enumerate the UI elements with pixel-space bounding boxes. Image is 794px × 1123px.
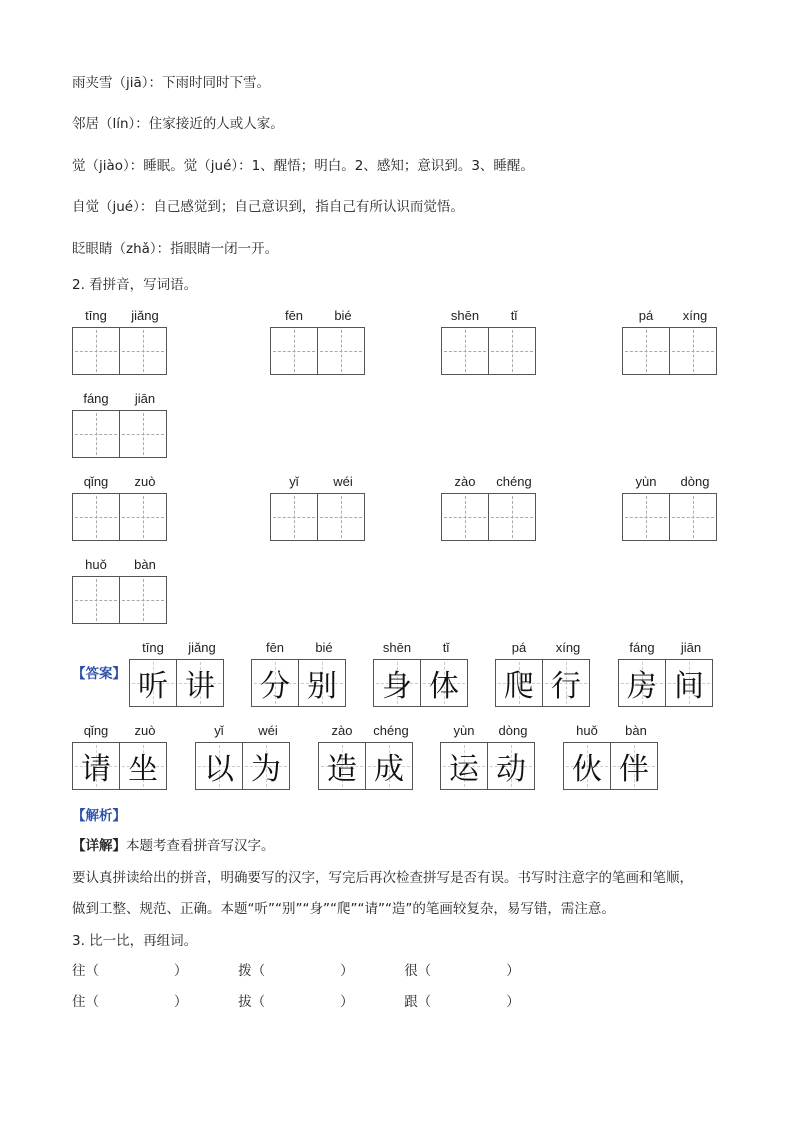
- pinyin-label: yǐ: [214, 723, 224, 738]
- writing-cell[interactable]: [119, 327, 167, 375]
- answer-grid: [195, 742, 290, 790]
- writing-cell[interactable]: [119, 576, 167, 624]
- answer-char: 爬: [504, 669, 534, 704]
- definition-line: 眨眼睛（zhǎ）：指眼睛一闭一开。: [72, 241, 279, 257]
- writing-cell[interactable]: [72, 493, 120, 541]
- answer-grid: [318, 742, 413, 790]
- pinyin-label: tǐ: [442, 640, 450, 655]
- pinyin-label: jiǎng: [188, 640, 216, 655]
- answer-char: 造: [327, 752, 357, 787]
- compare-close: ）: [340, 963, 354, 979]
- pinyin-label: fáng: [83, 391, 109, 406]
- answer-cell: [495, 659, 543, 707]
- writing-cell[interactable]: [317, 327, 365, 375]
- pinyin-label: huǒ: [85, 557, 107, 572]
- writing-cell[interactable]: [669, 493, 717, 541]
- pinyin-label: tīng: [85, 308, 107, 323]
- pinyin-label: tīng: [142, 640, 164, 655]
- answer-cell: [298, 659, 346, 707]
- writing-grid[interactable]: [270, 327, 365, 375]
- answer-char: 体: [429, 669, 459, 704]
- compare-char: 很（: [404, 963, 432, 979]
- writing-cell[interactable]: [119, 410, 167, 458]
- pinyin-label: qǐng: [83, 474, 109, 489]
- answer-cell: [251, 659, 299, 707]
- question-3-title: 3. 比一比，再组词。: [72, 933, 198, 949]
- writing-cell[interactable]: [488, 493, 536, 541]
- compare-char: 住（: [72, 994, 99, 1010]
- compare-row: [72, 962, 520, 980]
- pinyin-label: bié: [334, 308, 352, 323]
- writing-cell[interactable]: [622, 493, 670, 541]
- detail-label: 【详解】: [72, 838, 126, 854]
- pinyin-label: bié: [315, 640, 333, 655]
- writing-cell[interactable]: [317, 493, 365, 541]
- answer-cell: [72, 742, 120, 790]
- writing-cell[interactable]: [270, 493, 318, 541]
- pinyin-label: jiǎng: [131, 308, 159, 323]
- answer-label: 【答案】: [72, 666, 126, 682]
- definition-line: 觉（jiào）：睡眠。觉（jué）：1、醒悟；明白。2、感知；意识到。3、睡醒。: [72, 158, 534, 174]
- answer-cell: [440, 742, 488, 790]
- compare-close: ）: [506, 963, 520, 979]
- pinyin-label: shēn: [382, 640, 412, 655]
- answer-grid: [129, 659, 224, 707]
- answer-char: 请: [81, 752, 111, 787]
- compare-close: ）: [174, 994, 188, 1010]
- analysis-paragraph: 做到工整、规范、正确。本题“听”“别”“身”“爬”“请”“造”的笔画较复杂，易写错，需注意。: [72, 901, 615, 917]
- answer-char: 房: [627, 669, 657, 704]
- answer-char: 成: [374, 752, 404, 787]
- compare-row: [72, 993, 520, 1011]
- answer-grid: [373, 659, 468, 707]
- pinyin-label: dòng: [498, 723, 528, 738]
- compare-close: ）: [506, 994, 520, 1010]
- answer-grid: [563, 742, 658, 790]
- answer-char: 动: [496, 752, 526, 787]
- pinyin-label: yùn: [635, 474, 657, 489]
- answer-char: 身: [382, 669, 412, 704]
- answer-char: 间: [674, 669, 704, 704]
- writing-cell[interactable]: [270, 327, 318, 375]
- compare-char: 拔（: [238, 994, 266, 1010]
- pinyin-label: bàn: [134, 557, 156, 572]
- question-2-title: 2. 看拼音，写词语。: [72, 277, 198, 293]
- pinyin-label: wéi: [258, 723, 278, 738]
- pinyin-label: huǒ: [576, 723, 598, 738]
- writing-cell[interactable]: [119, 493, 167, 541]
- answer-cell: [563, 742, 611, 790]
- writing-cell[interactable]: [622, 327, 670, 375]
- pinyin-label: fēn: [265, 640, 285, 655]
- answer-char: 行: [551, 669, 581, 704]
- answer-cell: [618, 659, 666, 707]
- writing-grid[interactable]: [72, 493, 167, 541]
- detail-text: 本题考查看拼音写汉字。: [126, 838, 275, 854]
- writing-grid[interactable]: [622, 493, 717, 541]
- pinyin-label: pá: [638, 308, 654, 323]
- answer-cell: [610, 742, 658, 790]
- answer-cell: [542, 659, 590, 707]
- pinyin-label: bàn: [625, 723, 647, 738]
- writing-cell[interactable]: [72, 327, 120, 375]
- pinyin-label: yǐ: [289, 474, 299, 489]
- writing-grid[interactable]: [72, 410, 167, 458]
- writing-cell[interactable]: [488, 327, 536, 375]
- analysis-label: 【解析】: [72, 808, 126, 824]
- analysis-paragraph: 要认真拼读给出的拼音，明确要写的汉字，写完后再次检查拼写是否有误。书写时注意字的笔画和笔顺，: [72, 870, 693, 886]
- pinyin-label: chéng: [496, 474, 532, 489]
- answer-cell: [195, 742, 243, 790]
- answer-grid: [495, 659, 590, 707]
- answer-grid: [72, 742, 167, 790]
- writing-cell[interactable]: [72, 576, 120, 624]
- writing-grid[interactable]: [441, 327, 536, 375]
- pinyin-label: pá: [511, 640, 527, 655]
- answer-cell: [487, 742, 535, 790]
- pinyin-label: zào: [454, 474, 476, 489]
- writing-grid[interactable]: [622, 327, 717, 375]
- pinyin-label: qǐng: [83, 723, 109, 738]
- pinyin-label: dòng: [680, 474, 710, 489]
- answer-cell: [665, 659, 713, 707]
- writing-cell[interactable]: [72, 410, 120, 458]
- compare-char: 往（: [72, 963, 99, 979]
- compare-char: 拨（: [238, 963, 266, 979]
- compare-close: ）: [174, 963, 188, 979]
- definition-line: 邻居（lín）：住家接近的人或人家。: [72, 116, 284, 132]
- answer-cell: [420, 659, 468, 707]
- answer-cell: [129, 659, 177, 707]
- writing-grid[interactable]: [72, 576, 167, 624]
- definition-line: 自觉（jué）：自己感觉到；自己意识到，指自己有所认识而觉悟。: [72, 199, 464, 215]
- pinyin-label: zuò: [134, 723, 156, 738]
- answer-grid: [618, 659, 713, 707]
- compare-char: 跟（: [404, 994, 432, 1010]
- pinyin-label: jiān: [680, 640, 702, 655]
- answer-cell: [242, 742, 290, 790]
- answer-char: 听: [138, 669, 168, 704]
- writing-grid[interactable]: [441, 493, 536, 541]
- answer-char: 为: [251, 752, 281, 787]
- pinyin-label: xíng: [682, 308, 708, 323]
- pinyin-label: yùn: [453, 723, 475, 738]
- compare-close: ）: [340, 994, 354, 1010]
- answer-grid: [251, 659, 346, 707]
- answer-char: 伴: [619, 752, 649, 787]
- answer-cell: [176, 659, 224, 707]
- writing-grid[interactable]: [270, 493, 365, 541]
- pinyin-label: tǐ: [510, 308, 518, 323]
- answer-char: 讲: [185, 669, 215, 704]
- pinyin-label: wéi: [333, 474, 353, 489]
- pinyin-label: fēn: [284, 308, 304, 323]
- answer-char: 运: [449, 752, 479, 787]
- detail-line: [72, 837, 275, 855]
- definition-line: 雨夹雪（jiā）：下雨时同时下雪。: [72, 75, 271, 91]
- pinyin-label: jiān: [134, 391, 156, 406]
- answer-char: 以: [204, 752, 234, 787]
- pinyin-label: zào: [331, 723, 353, 738]
- answer-grid: [440, 742, 535, 790]
- pinyin-label: xíng: [555, 640, 581, 655]
- answer-char: 分: [260, 669, 290, 704]
- writing-cell[interactable]: [441, 493, 489, 541]
- answer-char: 别: [307, 669, 337, 704]
- pinyin-label: fáng: [629, 640, 655, 655]
- answer-cell: [119, 742, 167, 790]
- writing-cell[interactable]: [669, 327, 717, 375]
- writing-grid[interactable]: [72, 327, 167, 375]
- writing-cell[interactable]: [441, 327, 489, 375]
- pinyin-label: zuò: [134, 474, 156, 489]
- answer-cell: [318, 742, 366, 790]
- answer-char: 伙: [572, 752, 602, 787]
- answer-cell: [373, 659, 421, 707]
- pinyin-label: chéng: [373, 723, 409, 738]
- answer-char: 坐: [128, 752, 158, 787]
- pinyin-label: shēn: [450, 308, 480, 323]
- answer-cell: [365, 742, 413, 790]
